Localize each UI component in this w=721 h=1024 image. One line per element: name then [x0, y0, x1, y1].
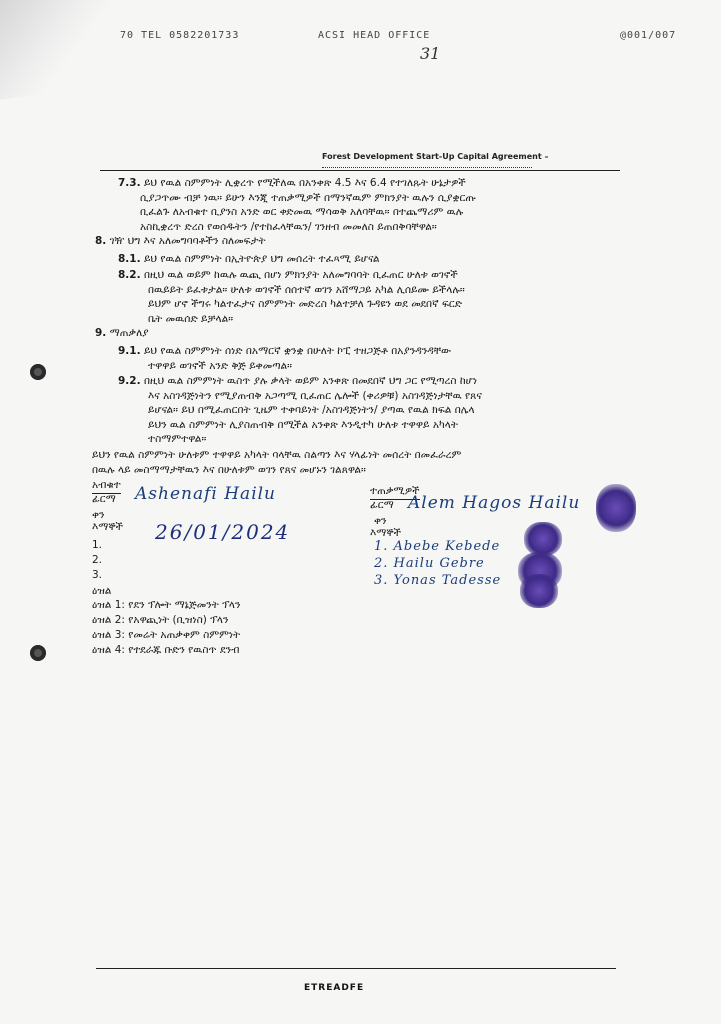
- fax-tel: 70 TEL 0582201733: [120, 30, 240, 41]
- clause-8-2: 8.2. በዚህ ዉል ወይም ከዉሉ ዉጪ በሆነ ምክንያት አለመግባባት ቢፈጠር ሁለቱ ወገኖች በዉይይት ይፈቱታል። ሁለቱ ወገኖች ሰሰተኛ ወገን አሸማጋይ አካል ሊሰይሙ ይችላሉ። ይህም ሆኖ ችግሩ ካልተፈታና ስምምነት መድረስ ካልተቻለ ጉዳዩን ወደ መደበኛ ፍርድ ቤት መዉሰድ ይቻላል።: [118, 269, 465, 325]
- fax-office: ACSI HEAD OFFICE: [318, 30, 431, 41]
- right-witness-label: እማኞች: [370, 527, 402, 539]
- left-witness-list: 1. 2. 3.: [92, 539, 103, 581]
- left-signature: Ashenafi Hailu: [135, 484, 277, 504]
- left-date-value: 26/01/2024: [155, 520, 291, 544]
- clause-9-1: 9.1. ይህ የዉል ስምምነት ሰነድ በአማርኛ ቋንቋ በሁለት ኮፒ ተዘጋጅቶ በአያንዳንዳቸው ተዋዋይ ወገኖች አንድ ቅጅ ይቀመጣል።: [118, 345, 452, 372]
- punch-hole: [30, 645, 46, 661]
- folded-corner: [0, 0, 147, 100]
- annex-label: ዕዝል: [92, 585, 112, 597]
- doc-header: Forest Development Start-Up Capital Agreement –: [322, 152, 721, 170]
- left-sign-label: ፊርማ: [92, 493, 116, 505]
- clause-8: 8. ገዥ ህግ እና አለመግባባቶችን ስለመፍታት: [95, 235, 266, 247]
- right-sign-label: ፊርማ: [370, 499, 394, 511]
- footer-rule: [96, 968, 616, 969]
- right-signature: Alem Hagos Hailu: [408, 493, 581, 513]
- clause-8-1: 8.1. ይህ የዉል ስምምነት በኢትዮጵያ ህግ መሰረት ተፈጻሚ ይሆናል: [118, 253, 380, 265]
- punch-hole: [30, 364, 46, 380]
- left-witness-label: እማኞች: [92, 521, 124, 533]
- left-party-heading: አብቁተ: [92, 478, 121, 494]
- right-party-heading: ተጠቃሚዎች: [370, 484, 420, 500]
- clause-9-2: 9.2. በዚህ ዉል ስምምነት ዉስጥ ያሉ ቃላት ወይም አንቀጽ በመደበኛ ህግ ጋር የሚጣረስ ከሆነ እና አስገዳጅነትን የሚያጠብቅ አጋጣሚ ቢፈጠር ሌሎች (ቀሪዎቹ) አስገዳጅነታቸዉ የጸና ይሆናል። ይህ በሚፈጠርበት ጊዜም ተቀባይነት /አስገዳጅነትን/ ያጣዉ የዉል ክፍል በሌላ ይህን ዉል ስምምነት ሊያስጠብቅ በሚችል አንቀጽ እንዲተካ ሁለቱ ተዋዋይ አካላት ተስማምተዋል።: [118, 375, 482, 445]
- annex-list: ዕዝል 1: የደን ፕሎት ማኔጅመንት ፕላን ዕዝል 2: የአዋጪነት (ቢዝነስ) ፕላን ዕዝል 3: የመሬት አጠቃቀም ስምምነት ዕዝል 4: የተደራጁ ቡድን የዉስጥ ደንብ: [92, 599, 241, 656]
- handwritten-mark: 31: [420, 44, 441, 63]
- fax-page: @001/007: [620, 30, 677, 41]
- fingerprint: [524, 522, 562, 556]
- clause-9: 9. ማጠቃለያ: [95, 327, 149, 339]
- clause-7-3: 7.3. ይህ የዉል ስምምነት ሊቋረጥ የሚችለዉ በአንቀጽ 4.5 እና 6.4 የተገለጹት ሁኔታዎች ሲያጋጥሙ ብቻ ነዉ። ይሁን እንጂ ተጠቃሚዎች በማንኛዉም ምክንያት ዉሉን ሲያቋርጡ ቢፈልጉ ለአብቁተ ቢያንስ አንድ ወር ቀድመዉ ማሳወቅ አለባቸዉ። በተጨማሪም ዉሉ አስኪቋረጥ ድረስ የወሰዱትን /የተከፈላቸዉን/ ገንዘብ መመለስ ይጠበቅባቸዋል።: [118, 177, 476, 233]
- left-date-label: ቀን: [92, 509, 105, 521]
- right-witness-list: 1. Abebe Kebede 2. Hailu Gebre 3. Yonas Tadesse: [374, 539, 502, 588]
- fingerprint: [596, 484, 636, 532]
- right-date-label: ቀን: [374, 515, 387, 527]
- closing-statement: ይህን የዉል ስምምነት ሁለቱም ተዋዋይ አካላት ባላቸዉ ስልጣን እና ሃላፊነት መሰረት በመፈራረም በዉሉ ላይ መስማማታቸዉን እና በሁለቱም ወገን የጸና መሆኑን ገልጸዋል።: [92, 449, 462, 476]
- footer-stamp: ETREADFE: [304, 983, 365, 993]
- fingerprint: [520, 574, 558, 608]
- header-rule: [100, 170, 620, 171]
